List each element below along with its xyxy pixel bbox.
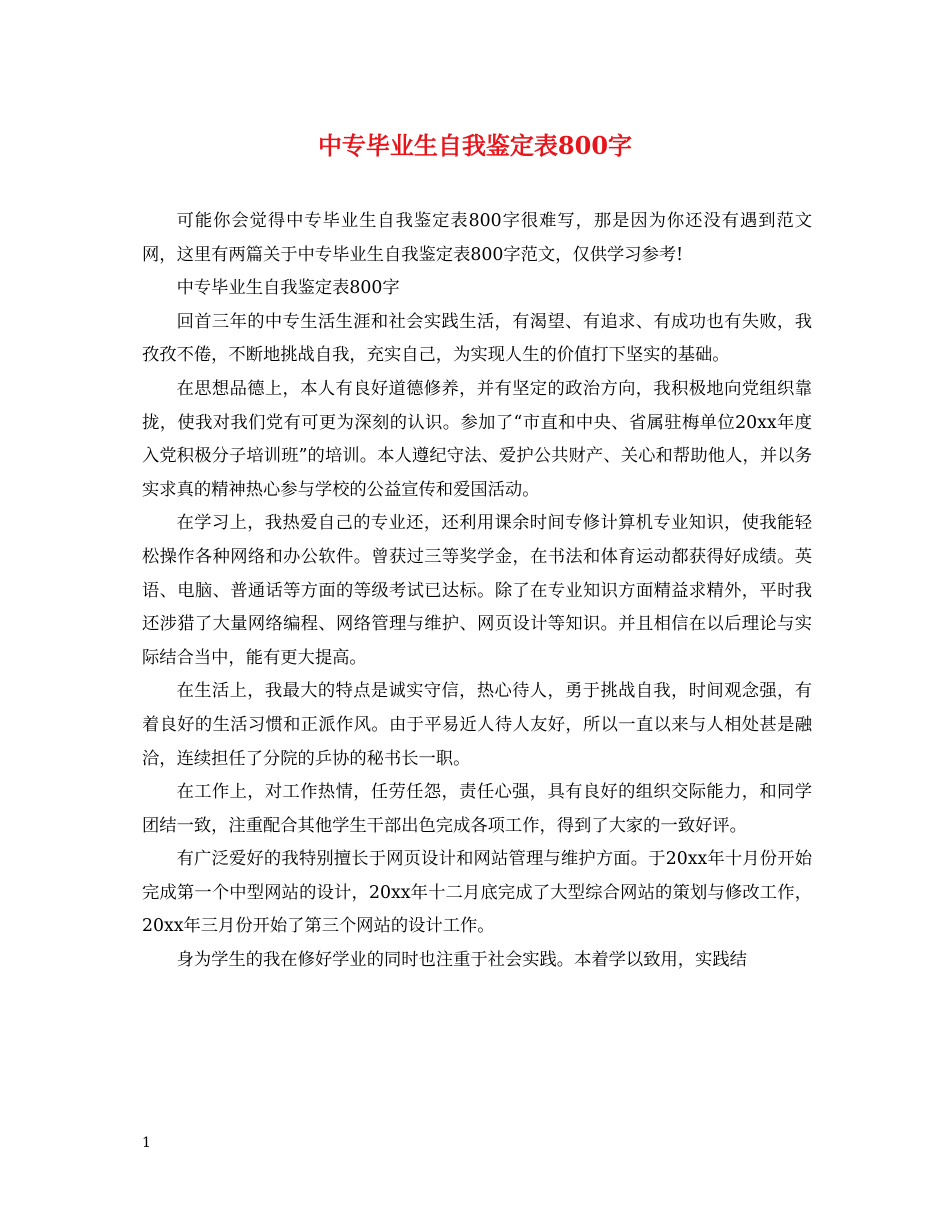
document-body — [142, 205, 812, 978]
paragraph-intro: 可能你会觉得中专毕业生自我鉴定表800字很难写，那是因为你还没有遇到范文网，这里有两篇关于中专毕业生自我鉴定表800字范文，仅供学习参考! — [142, 211, 812, 265]
paragraph-work: 在工作上，对工作热情，任劳任怨，责任心强，具有良好的组织交际能力，和同学团结一致，注重配合其他学生干部出色完成各项工作，得到了大家的一致好评。 — [142, 782, 812, 836]
paragraph-hobby: 有广泛爱好的我特别擅长于网页设计和网站管理与维护方面。于20xx年十月份开始完成第一个中型网站的设计，20xx年十二月底完成了大型综合网站的策划与修改工作，20xx年三月份开始了第三个网站的设计工作。 — [142, 849, 812, 937]
paragraph-life: 在生活上，我最大的特点是诚实守信，热心待人，勇于挑战自我，时间观念强，有着良好的生活习惯和正派作风。由于平易近人待人友好，所以一直以来与人相处甚是融洽，连续担任了分院的乒协的秘书长一职。 — [142, 681, 812, 769]
page-number: 1 — [142, 1135, 151, 1151]
paragraph-practice: 身为学生的我在修好学业的同时也注重于社会实践。本着学以致用，实践结 — [176, 950, 747, 971]
paragraph-study: 在学习上，我热爱自己的专业还，还利用课余时间专修计算机专业知识，使我能轻松操作各种网络和办公软件。曾获过三等奖学金，在书法和体育运动都获得好成绩。英语、电脑、普通话等方面的等级考试已达标。除了在专业知识方面精益求精外，平时我还涉猎了大量网络编程、网络管理与维护、网页设计等知识。并且相信在以后理论与实际结合当中，能有更大提高。 — [142, 513, 812, 668]
paragraph-review: 回首三年的中专生活生涯和社会实践生活，有渴望、有追求、有成功也有失败，我孜孜不倦，不断地挑战自我，充实自己，为实现人生的价值打下坚实的基础。 — [142, 311, 812, 366]
document-title: 中专毕业生自我鉴定表800字 — [317, 131, 633, 160]
paragraph-subtitle: 中专毕业生自我鉴定表800字 — [176, 278, 400, 299]
paragraph-morality: 在思想品德上，本人有良好道德修养，并有坚定的政治方向，我积极地向党组织靠拢，使我对我们党有可更为深刻的认识。参加了“市直和中央、省属驻梅单位20xx年度入党积极分子培训班”的培训。本人遵纪守法、爱护公共财产、关心和帮助他人，并以务实求真的精神热心参与学校的公益宣传和爱国活动。 — [142, 378, 812, 500]
